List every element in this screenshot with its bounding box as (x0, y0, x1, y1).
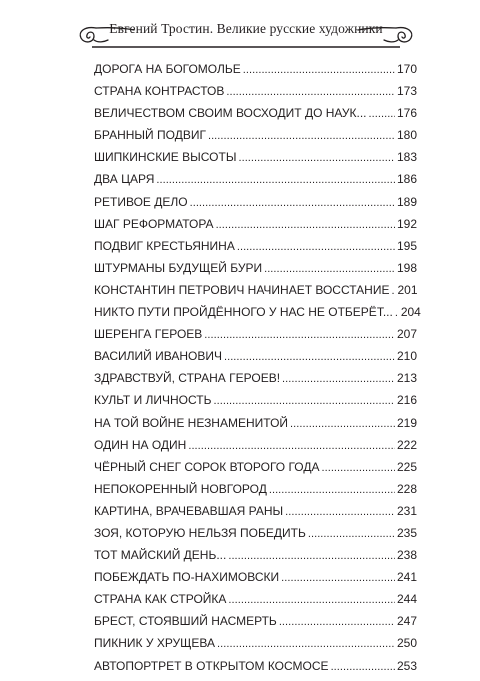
toc-dot-leader (224, 349, 395, 363)
toc-entry-page-number: 176 (396, 106, 417, 121)
running-header (74, 16, 418, 50)
toc-entry-title: ТОТ МАЙСКИЙ ДЕНЬ... (94, 548, 227, 563)
toc-dot-leader (237, 239, 395, 253)
toc-entry (94, 393, 417, 415)
toc-entry-page-number: 173 (396, 84, 417, 99)
toc-dot-leader (269, 482, 395, 496)
toc-entry (94, 150, 417, 172)
toc-dot-leader (321, 460, 394, 474)
toc-entry-page-number: 247 (396, 614, 417, 629)
toc-entry (94, 460, 417, 482)
toc-entry-page-number: 219 (396, 415, 417, 430)
toc-entry-title: НЕПОКОРЕННЫЙ НОВГОРОД (94, 481, 267, 496)
toc-dot-leader (279, 614, 395, 628)
toc-entry-title: АВТОПОРТРЕТ В ОТКРЫТОМ КОСМОСЕ (94, 658, 329, 673)
toc-entry (94, 283, 417, 305)
toc-entry-title: ШАГ РЕФОРМАТОРА (94, 216, 214, 231)
toc-entry (94, 526, 417, 548)
toc-entry (94, 128, 417, 150)
toc-dot-leader (216, 217, 395, 231)
toc-dot-leader (264, 261, 395, 275)
toc-dot-leader (243, 62, 395, 76)
toc-dot-leader (214, 393, 395, 407)
toc-entry-title: ПОБЕЖДАТЬ ПО-НАХИМОВСКИ (94, 570, 280, 585)
toc-entry-title: ПИКНИК У ХРУЩЕВА (94, 636, 216, 651)
toc-entry-page-number: 216 (396, 393, 417, 408)
toc-dot-leader (226, 84, 395, 98)
toc-entry-page-number: 225 (396, 459, 417, 474)
toc-entry-page-number: 253 (396, 658, 417, 673)
toc-entry-page-number: 186 (396, 172, 417, 187)
toc-entry-page-number: 189 (396, 194, 417, 209)
toc-dot-leader (395, 305, 399, 319)
toc-entry (94, 371, 417, 393)
toc-dot-leader (369, 106, 395, 120)
toc-entry (94, 349, 417, 371)
toc-entry-page-number: 207 (396, 327, 417, 342)
toc-entry-page-number: 180 (396, 128, 417, 143)
toc-entry-title: ШИПКИНСКИЕ ВЫСОТЫ (94, 150, 237, 165)
toc-dot-leader (188, 438, 395, 452)
toc-entry (94, 239, 417, 261)
toc-dot-leader (290, 416, 395, 430)
toc-entry-page-number: 213 (396, 371, 417, 386)
toc-dot-leader (190, 195, 395, 209)
toc-dot-leader (156, 172, 395, 186)
toc-entry-title: НИКТО ПУТИ ПРОЙДЁННОГО У НАС НЕ ОТБЕРЁТ... (94, 305, 393, 320)
toc-entry-title: КАРТИНА, ВРАЧЕВАВШАЯ РАНЫ (94, 503, 284, 518)
toc-entry-page-number: 250 (396, 636, 417, 651)
toc-entry-page-number: 198 (396, 260, 417, 275)
toc-entry-title: ШЕРЕНГА ГЕРОЕВ (94, 327, 203, 342)
toc-entry-title: ШТУРМАНЫ БУДУЩЕЙ БУРИ (94, 260, 263, 275)
toc-entry-title: ЗОЯ, КОТОРУЮ НЕЛЬЗЯ ПОБЕДИТЬ (94, 525, 306, 540)
toc-entry (94, 195, 417, 217)
toc-entry (94, 261, 417, 283)
toc-entry-page-number: 195 (396, 238, 417, 253)
toc-entry-title: ВАСИЛИЙ ИВАНОВИЧ (94, 349, 222, 364)
toc-entry (94, 482, 417, 504)
table-of-contents (94, 62, 421, 681)
toc-entry (94, 659, 417, 681)
toc-entry-title: ПОДВИГ КРЕСТЬЯНИНА (94, 238, 235, 253)
toc-entry-page-number: 222 (396, 437, 417, 452)
toc-entry-page-number: 201 (397, 282, 418, 297)
toc-entry (94, 548, 417, 570)
toc-entry-title: ДОРОГА НА БОГОМОЛЬЕ (94, 62, 241, 76)
toc-entry-page-number: 204 (400, 305, 421, 320)
toc-entry-page-number: 241 (396, 570, 417, 585)
toc-dot-leader (208, 128, 395, 142)
toc-entry (94, 172, 417, 194)
toc-dot-leader (282, 371, 395, 385)
toc-entry-title: ЧЁРНЫЙ СНЕГ СОРОК ВТОРОГО ГОДА (94, 459, 320, 474)
toc-entry-page-number: 210 (396, 349, 417, 364)
toc-dot-leader (308, 526, 395, 540)
toc-dot-leader (204, 327, 395, 341)
toc-entry-title: ОДИН НА ОДИН (94, 437, 187, 452)
toc-entry-title: ВЕЛИЧЕСТВОМ СВОИМ ВОСХОДИТ ДО НАУК... (94, 106, 367, 121)
toc-dot-leader (281, 570, 395, 584)
toc-entry (94, 614, 417, 636)
toc-entry-page-number: 183 (396, 150, 417, 165)
toc-dot-leader (285, 504, 395, 518)
running-header-title: Евгений Тростин. Великие русские художники (109, 21, 383, 36)
toc-entry-title: ЗДРАВСТВУЙ, СТРАНА ГЕРОЕВ! (94, 371, 281, 386)
toc-entry (94, 438, 417, 460)
toc-entry-page-number: 238 (396, 548, 417, 563)
toc-entry-title: КУЛЬТ И ЛИЧНОСТЬ (94, 393, 212, 408)
toc-dot-leader (331, 659, 395, 673)
toc-dot-leader (217, 636, 395, 650)
toc-entry-title: РЕТИВОЕ ДЕЛО (94, 194, 188, 209)
toc-dot-leader (238, 150, 395, 164)
toc-entry-title: КОНСТАНТИН ПЕТРОВИЧ НАЧИНАЕТ ВОССТАНИЕ (94, 282, 390, 297)
toc-entry (94, 592, 417, 614)
toc-entry-page-number: 235 (396, 525, 417, 540)
toc-dot-leader (391, 283, 395, 297)
toc-entry-title: СТРАНА КОНТРАСТОВ (94, 84, 225, 99)
toc-entry (94, 62, 417, 84)
toc-entry-title: ДВА ЦАРЯ (94, 172, 155, 187)
toc-entry-page-number: 192 (396, 216, 417, 231)
toc-dot-leader (228, 592, 395, 606)
toc-entry-title: СТРАНА КАК СТРОЙКА (94, 592, 227, 607)
toc-entry (94, 305, 421, 327)
toc-entry-title: НА ТОЙ ВОЙНЕ НЕЗНАМЕНИТОЙ (94, 415, 289, 430)
toc-entry (94, 327, 417, 349)
toc-entry-page-number: 231 (396, 503, 417, 518)
toc-entry (94, 504, 417, 526)
toc-entry-page-number: 244 (396, 592, 417, 607)
toc-entry (94, 217, 417, 239)
toc-entry-title: БРЕСТ, СТОЯВШИЙ НАСМЕРТЬ (94, 614, 277, 629)
toc-entry-page-number: 170 (396, 62, 417, 76)
toc-entry (94, 106, 417, 128)
toc-dot-leader (228, 548, 395, 562)
toc-entry (94, 84, 417, 106)
toc-entry (94, 636, 417, 658)
toc-entry-title: БРАННЫЙ ПОДВИГ (94, 128, 206, 143)
toc-entry (94, 570, 417, 592)
toc-entry-page-number: 228 (396, 481, 417, 496)
toc-entry (94, 416, 417, 438)
